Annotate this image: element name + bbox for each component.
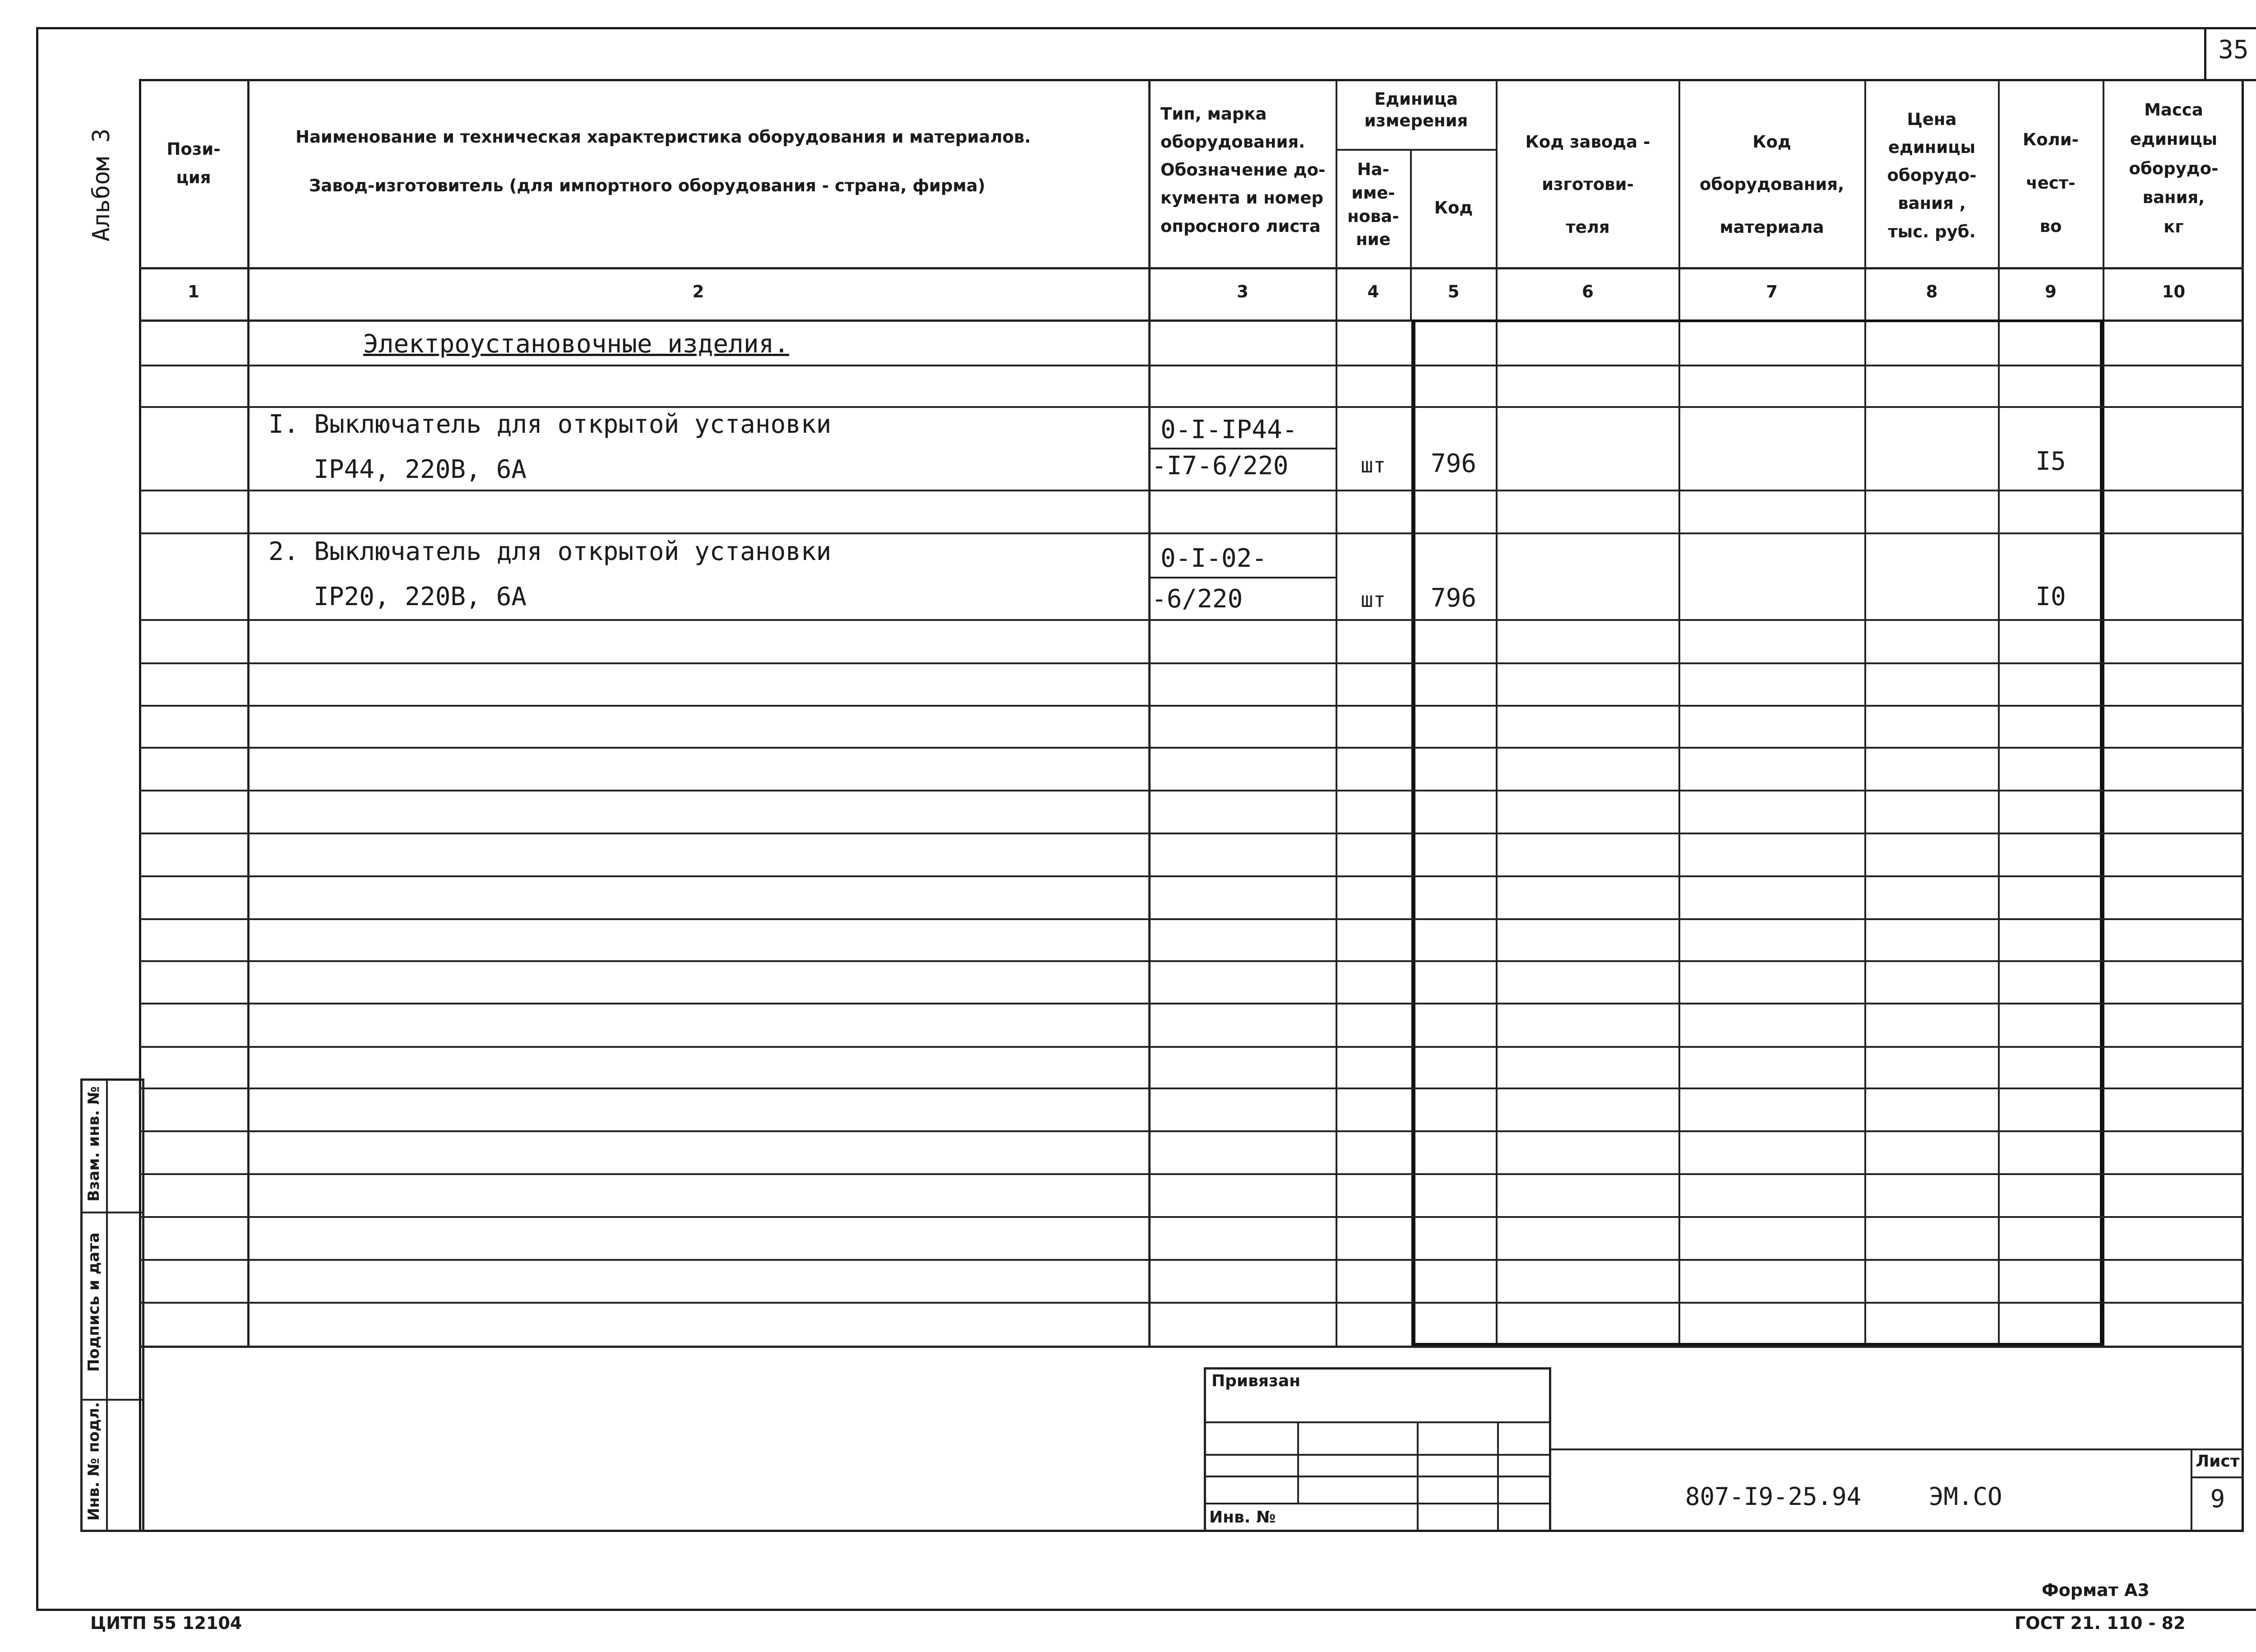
stamp-vzam-inv: Взам. инв. № [85,1086,103,1202]
header-price: Цена единицы оборудо- вания , тыс. руб. [1887,110,1977,241]
col-number-1: 1 [188,282,199,301]
album-label: Альбом 3 [88,128,115,242]
header-unit-group: Единица измерения [1364,89,1468,131]
sheet-number-top: 35 [2218,35,2249,65]
doc-mark: ЭМ.СО [1929,1482,2002,1511]
footer-gost: ГОСТ 21. 110 - 82 [2015,1613,2186,1633]
format-label: Формат А3 [2042,1580,2150,1600]
inv-no-label: Инв. № [1209,1508,1276,1527]
header-name-line1: Наименование и техническая характеристика оборудования и материалов. [296,127,1031,147]
item-2-unit: шт [1360,588,1386,612]
item-2-name-line2: IP20, 220В, 6А [314,582,527,611]
header-quantity: Коли- чест- во [2022,130,2079,236]
header-mass: Масса единицы оборудо- вания, кг [2129,100,2219,236]
header-position: Пози- ция [166,139,221,187]
section-title: Электроустановочные изделия. [363,329,790,359]
item-2-unit-code: 796 [1430,583,1477,613]
item-1-unit: шт [1360,453,1386,477]
col-number-7: 7 [1766,282,1778,301]
stamp-podpis-data: Подпись и дата [85,1232,103,1372]
header-name-line2: Завод-изготовитель (для импортного оборудования - страна, фирма) [309,176,985,195]
item-1-name-line1: I. Выключатель для открытой установки [268,410,832,439]
col-number-10: 10 [2162,282,2186,301]
col-number-4: 4 [1367,282,1379,301]
col-number-2: 2 [692,282,704,301]
stamp-inv-podl: Инв. № подл. [85,1402,103,1521]
privyazan-label: Привязан [1211,1372,1301,1390]
header-manufacturer-code: Код завода - изготови- теля [1525,132,1650,237]
col-number-8: 8 [1926,282,1938,301]
header-equipment-code: Код оборудования, материала [1699,132,1845,237]
item-1-type-line2: -I7-6/220 [1151,451,1289,481]
sheet-label: Лист [2196,1452,2240,1471]
doc-code: 807-I9-25.94 [1685,1482,1862,1511]
col-number-9: 9 [2045,282,2057,301]
item-2-type-line1: 0-I-02- [1160,544,1267,573]
footer-left-code: ЦИТП 55 12104 [90,1613,242,1633]
item-2-type-line2: -6/220 [1151,584,1243,614]
item-1-type-line1: 0-I-IP44- [1160,415,1298,444]
col-number-6: 6 [1582,282,1594,301]
header-unit-code: Код [1434,198,1473,217]
item-1-unit-code: 796 [1430,449,1477,478]
header-unit-name: На- име- нова- ние [1347,160,1399,250]
col-number-3: 3 [1237,282,1248,301]
item-1-name-line2: IP44, 220В, 6А [314,455,527,484]
item-2-name-line1: 2. Выключатель для открытой установки [268,537,832,566]
item-1-qty: I5 [2035,447,2066,476]
item-2-qty: I0 [2035,582,2066,611]
sheet-value: 9 [2210,1485,2225,1513]
header-type: Тип, марка оборудования. Обозначение до- кумента и номер опросного листа [1160,104,1326,236]
col-number-5: 5 [1447,282,1460,301]
privyazan-block [1204,1367,1551,1532]
